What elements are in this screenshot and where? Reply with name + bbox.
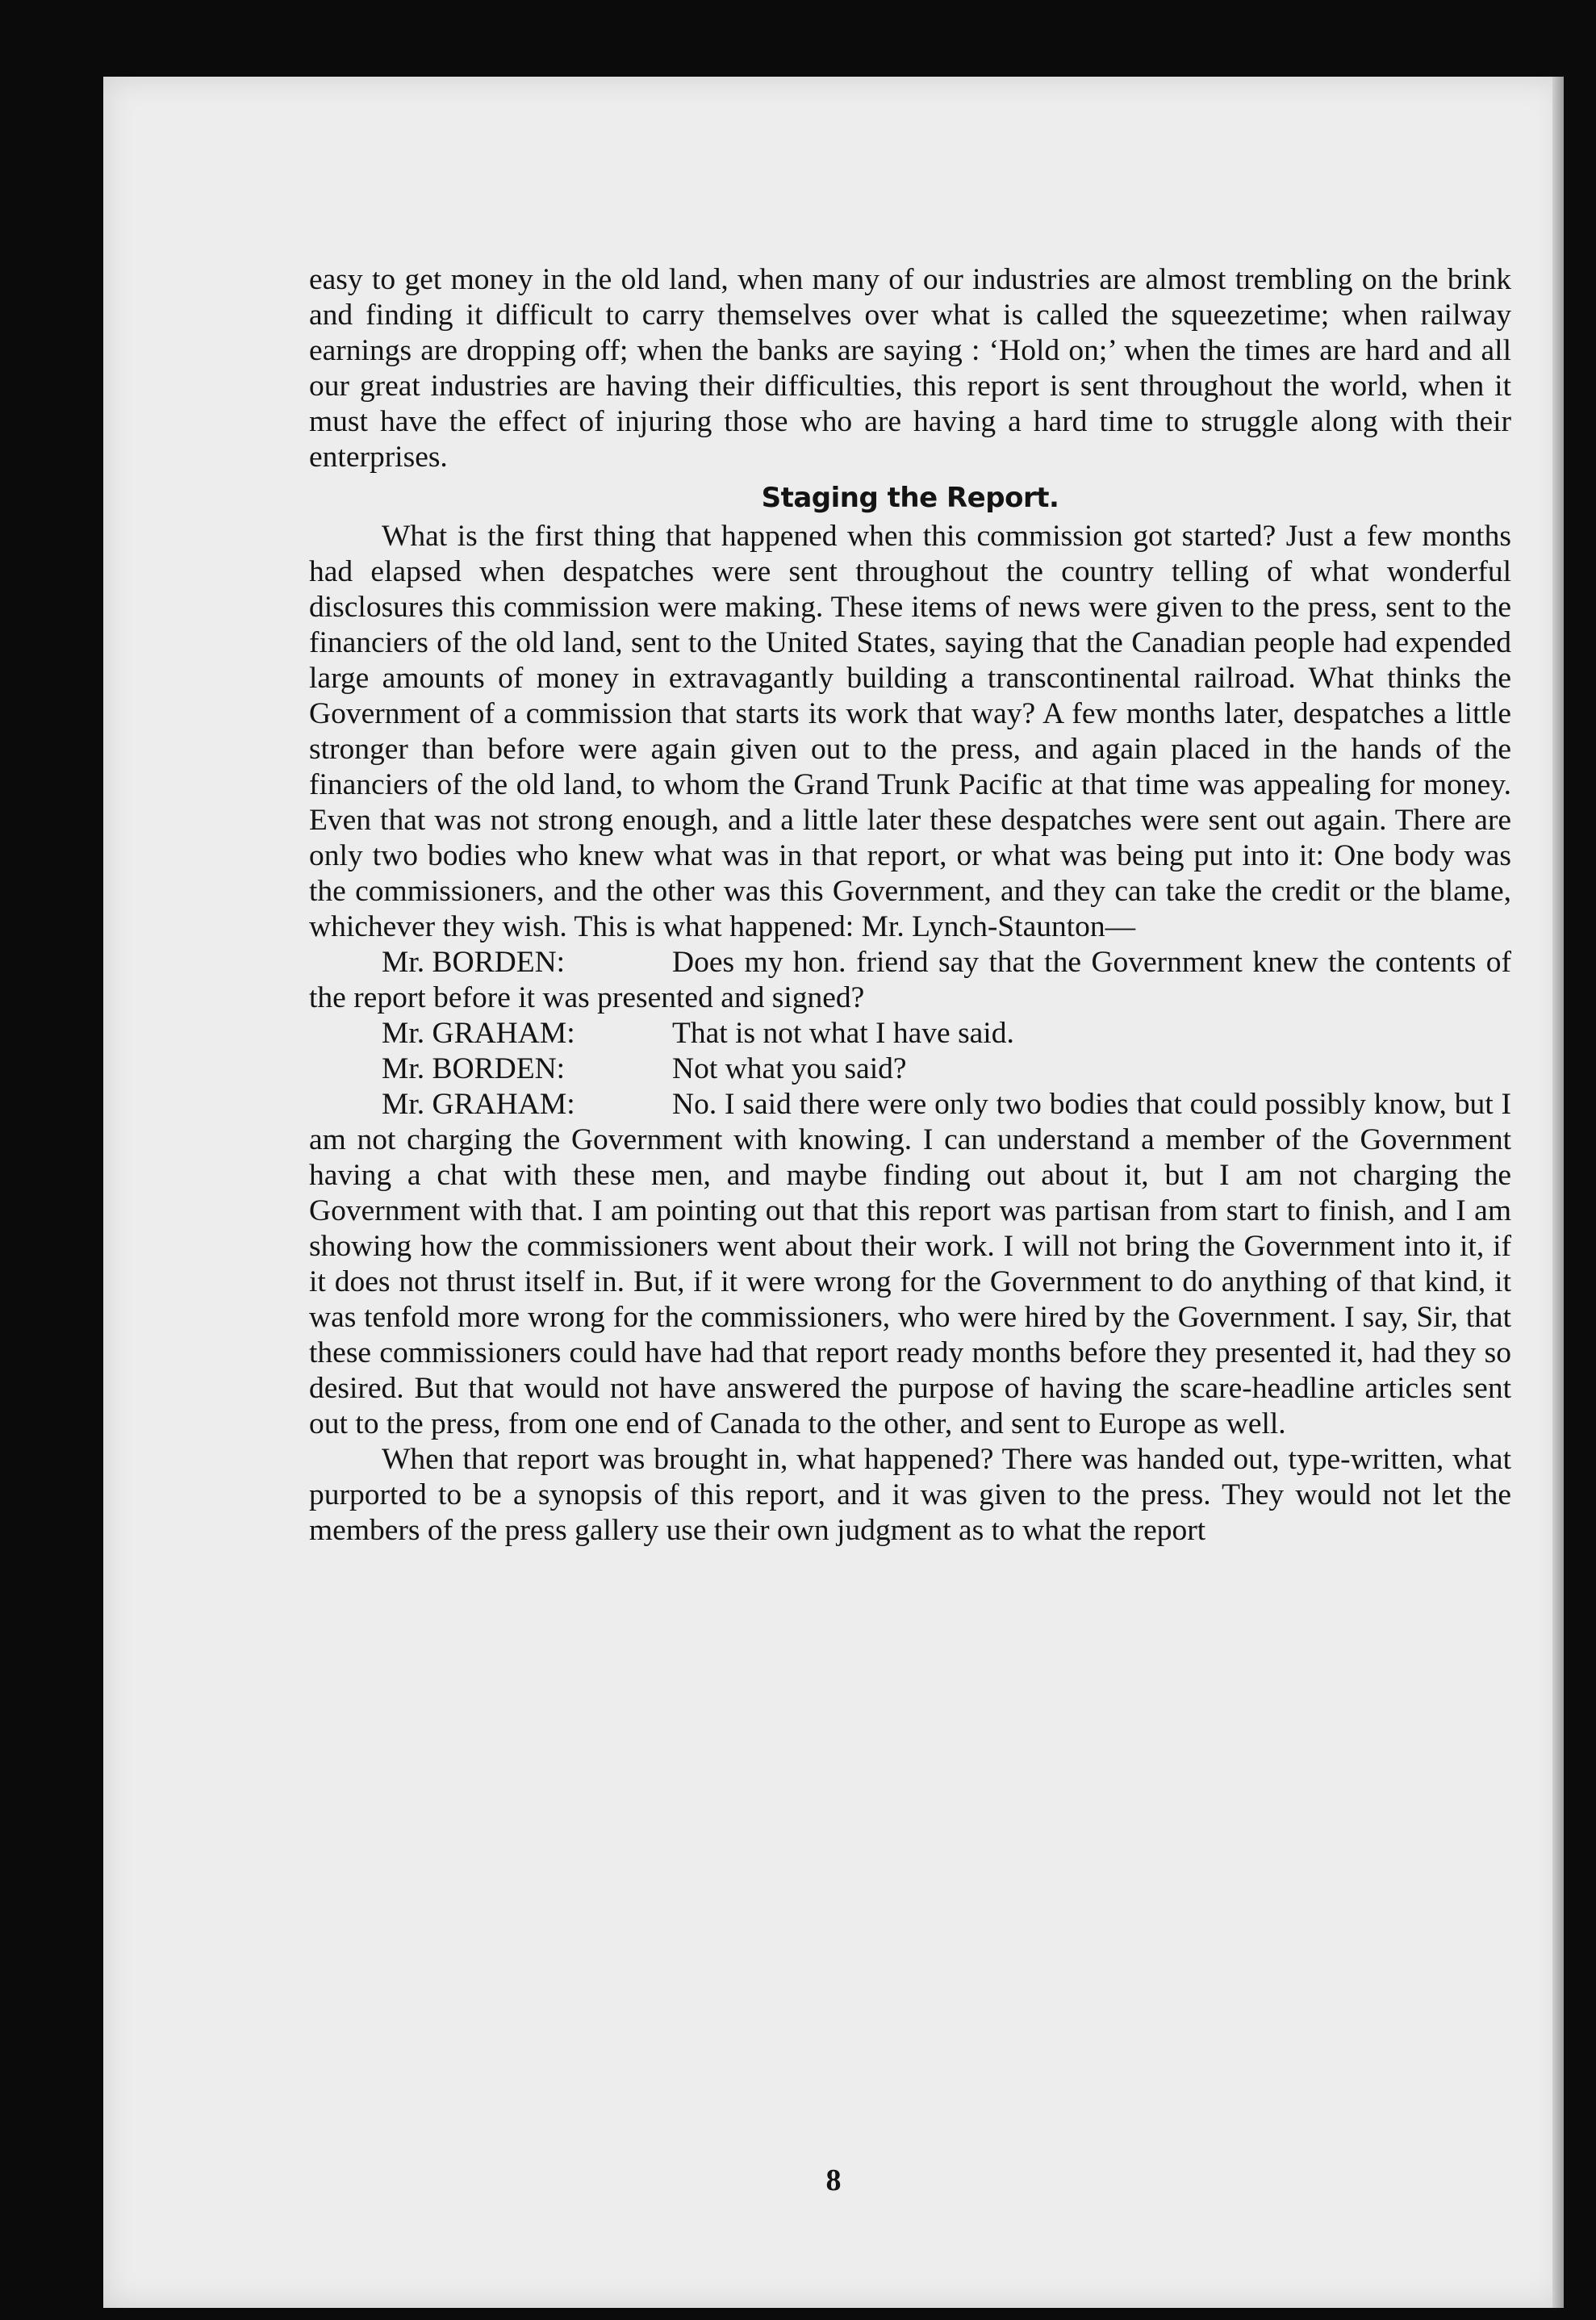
speaker-name: Mr. BORDEN:	[382, 1052, 566, 1085]
page-edge	[1552, 77, 1564, 2308]
document-body	[309, 262, 1511, 1549]
speaker-text: Not what you said?	[672, 1052, 907, 1085]
speaker-name: Mr. GRAHAM:	[382, 1017, 575, 1050]
speaker-text: No. I said there were only two bodies that could possibly know, but I am not charging the Government with knowing. I can understand a member of the Government having a chat with these men, and maybe finding out about it, but I am not charging the Government with that. I am pointing out that this report was partisan from start to finish, and I am showing how the commissioners went about their work. I will not bring the Government into it, if it does not thrust itself in. But, if it were wrong for the Government to do anything of that kind, it was tenfold more wrong for the commissioners, who were hired by the Government. I say, Sir, that these commissioners could have had that report ready months before they presented it, had they so desired. But that would not have answered the purpose of having the scare-headline articles sent out to the press, from one end of Canada to the other, and sent to Europe as well.	[309, 1088, 1511, 1440]
page-number: 8	[825, 2163, 842, 2197]
speaker-line-3	[309, 1051, 1511, 1087]
paragraph-1: easy to get money in the old land, when many of our industries are almost trembling on the brink and finding it difficult to carry themselves over what is called the squeezetime; when railway earnings are dropping off; when the banks are saying : ‘Hold on;’ when the times are hard and all our great industries are having their difficulties, this report is sent throughout the world, when it must have the effect of injuring those who are having a hard time to struggle along with their enterprises.	[309, 263, 1511, 474]
speaker-text: Does my hon. friend say that the Government knew the contents of the report before it was presented and signed?	[309, 946, 1511, 1014]
speaker-line-1	[309, 945, 1511, 1016]
speaker-text: That is not what I have said.	[672, 1017, 1014, 1050]
section-heading: Staging the Report.	[761, 482, 1059, 514]
speaker-name: Mr. GRAHAM:	[382, 1088, 575, 1121]
paragraph-3: When that report was brought in, what happened? There was handed out, type-written, what purported to be a synopsis of this report, and it was given to the press. They would not let the members of the press gallery use their own judgment as to what the report	[309, 1443, 1511, 1547]
speaker-line-2	[309, 1016, 1511, 1051]
document-page	[103, 77, 1564, 2308]
speaker-name: Mr. BORDEN:	[382, 946, 566, 979]
paragraph-2: What is the first thing that happened when this commission got started? Just a few months had elapsed when despatches were sent throughout the country telling of what wonderful disclosures this commission were making. These items of news were given to the press, sent to the financiers of the old land, sent to the United States, saying that the Canadian people had expended large amounts of money in extravagantly building a transcontinental railroad. What thinks the Government of a commission that starts its work that way? A few months later, despatches a little stronger than before were again given out to the press, and again placed in the hands of the financiers of the old land, to whom the Grand Trunk Pacific at that time was appealing for money. Even that was not strong enough, and a little later these despatches were sent out again. There are only two bodies who knew what was in that report, or what was being put into it: One body was the commissioners, and the other was this Government, and they can take the credit or the blame, whichever they wish. This is what happened: Mr. Lynch-Staunton—	[309, 520, 1511, 943]
speaker-line-4	[309, 1087, 1511, 1442]
